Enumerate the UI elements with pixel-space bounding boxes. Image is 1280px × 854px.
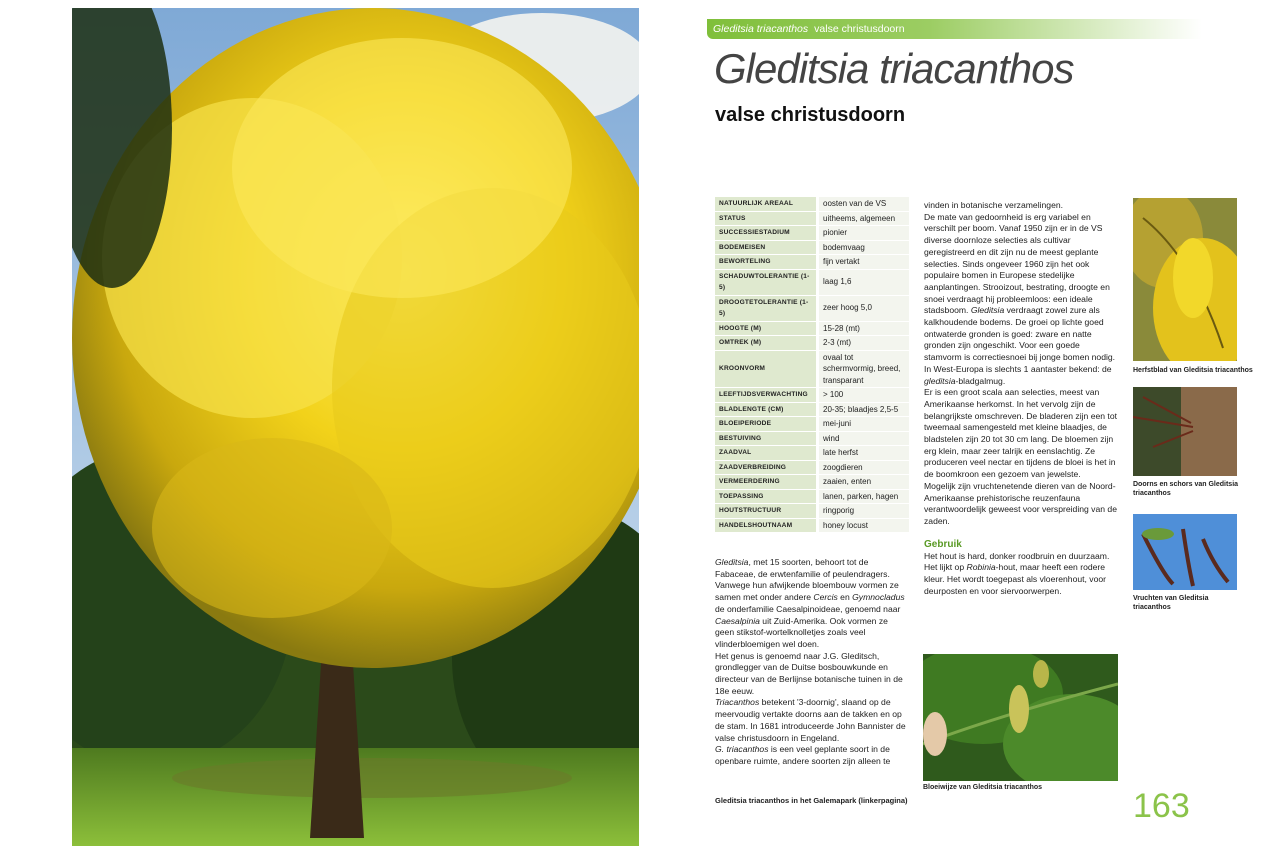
facts-key: STATUS xyxy=(715,212,819,227)
page-number: 163 xyxy=(1133,787,1190,825)
text: De mate van gedoornheid is erg variabel en verschilt per boom. Vanaf 1950 zijn er in de VS diverse doornloze selecties als cultivar geregistreerd en dit zijn nu de meest geplante selecties. Sinds ongeveer 1960 zijn het ook populaire bomen in Europese stedelijke aanplantingen. Strooizout, bestrating, droogte en snoei verdraagt hij probleemloos: een ideale stadsboom. xyxy=(924,211,1110,316)
facts-row xyxy=(715,490,909,505)
header-latin-name: Gleditsia triacanthos xyxy=(713,23,809,35)
flower-photo-caption: Bloeiwijze van Gleditsia triacanthos xyxy=(923,784,1043,791)
paragraph: vinden in botanische verzamelingen. xyxy=(924,200,1064,210)
facts-key: KROONVORM xyxy=(715,351,819,389)
facts-value: zeer hoog 5,0 xyxy=(819,296,909,322)
italic-term: G. triacanthos xyxy=(715,744,769,755)
facts-value: lanen, parken, hagen xyxy=(819,490,909,505)
text: Het hout is hard, donker roodbruin en duurzaam. Het lijkt op xyxy=(924,550,1110,573)
italic-term: Robinia xyxy=(966,562,996,573)
facts-key: BEWORTELING xyxy=(715,255,819,270)
header-common-name: valse christusdoorn xyxy=(814,23,905,35)
facts-value: zoogdieren xyxy=(819,461,909,476)
facts-value: late herfst xyxy=(819,446,909,461)
body-column-2 xyxy=(924,200,1119,598)
body-column-1 xyxy=(715,557,908,768)
facts-key: HOUTSTRUCTUUR xyxy=(715,504,819,519)
facts-row xyxy=(715,351,909,389)
facts-row xyxy=(715,403,909,418)
paragraph: Het genus is genoemd naar J.G. Gleditsch, grondlegger van de Duitse bosbouwkunde en directeur van de Berlijnse botanische tuinen in de 18e eeuw. xyxy=(715,650,903,696)
facts-value: mei-juni xyxy=(819,417,909,432)
facts-value: ringporig xyxy=(819,504,909,519)
facts-value: > 100 xyxy=(819,388,909,403)
facts-key: TOEPASSING xyxy=(715,490,819,505)
facts-value: ovaal tot schermvormig, breed, transparant xyxy=(819,351,909,389)
facts-row xyxy=(715,432,909,447)
facts-row xyxy=(715,241,909,256)
facts-row xyxy=(715,226,909,241)
facts-row xyxy=(715,388,909,403)
facts-key: HOOGTE (M) xyxy=(715,322,819,337)
italic-term: Caesalpinia xyxy=(715,615,760,626)
italic-term: Triacanthos xyxy=(715,697,760,708)
page-subtitle: valse christusdoorn xyxy=(715,104,906,126)
paragraph: Mogelijk zijn vruchtenetende dieren van de Noord-Amerikaanse prehistorische reuzenfauna verantwoordelijk geweest voor verspreiding van de zaden. xyxy=(924,480,1117,526)
facts-row xyxy=(715,255,909,270)
facts-row xyxy=(715,212,909,227)
facts-row xyxy=(715,461,909,476)
facts-row xyxy=(715,446,909,461)
facts-key: NATUURLIJK AREAAL xyxy=(715,197,819,212)
facts-row xyxy=(715,270,909,296)
facts-value: honey locust xyxy=(819,519,909,534)
facts-value: fijn vertakt xyxy=(819,255,909,270)
facts-row xyxy=(715,504,909,519)
facts-value: wind xyxy=(819,432,909,447)
facts-key: HANDELSHOUTNAAM xyxy=(715,519,819,534)
facts-key: BESTUIVING xyxy=(715,432,819,447)
facts-row xyxy=(715,519,909,534)
facts-key: OMTREK (M) xyxy=(715,336,819,351)
text: -bladgalmug. xyxy=(955,375,1006,386)
facts-row xyxy=(715,322,909,337)
fruit-caption: Vruchten van Gleditsia triacanthos xyxy=(1133,595,1209,611)
facts-key: DROOGTETOLERANTIE (1-5) xyxy=(715,296,819,322)
tree-photo xyxy=(72,8,639,846)
thorns-caption: Doorns en schors van Gleditsia triacanthos xyxy=(1133,481,1239,497)
facts-value: uitheems, algemeen xyxy=(819,212,909,227)
facts-value: 2-3 (mt) xyxy=(819,336,909,351)
facts-value: oosten van de VS xyxy=(819,197,909,212)
italic-term: gleditsia xyxy=(924,375,956,386)
fruit-photo xyxy=(1133,514,1237,590)
facts-row xyxy=(715,197,909,212)
running-header xyxy=(707,19,1202,39)
facts-value: 20-35; blaadjes 2,5-5 xyxy=(819,403,909,418)
left-photo-caption: Gleditsia triacanthos in het Galemapark (linkerpagina) xyxy=(715,796,908,805)
text: en xyxy=(837,592,853,603)
facts-value: pionier xyxy=(819,226,909,241)
italic-term: Gleditsia xyxy=(715,557,749,567)
thorns-photo xyxy=(1133,387,1237,476)
page-title: Gleditsia triacanthos xyxy=(714,45,1074,92)
text: uit Zuid-Amerika. Ook vormen ze geen stikstof-wortelknolletjes zoals veel vlinderbloemigen wel doen. xyxy=(715,615,888,649)
facts-key: BLOEIPERIODE xyxy=(715,417,819,432)
autumn-leaf-photo xyxy=(1133,198,1237,361)
facts-value: zaaien, enten xyxy=(819,475,909,490)
facts-value: bodemvaag xyxy=(819,241,909,256)
facts-key: VERMEERDERING xyxy=(715,475,819,490)
flower-photo xyxy=(923,654,1118,781)
paragraph xyxy=(924,551,1119,598)
facts-value: laag 1,6 xyxy=(819,270,909,296)
facts-key: SCHADUWTOLERANTIE (1-5) xyxy=(715,270,819,296)
text: , met 15 soorten, behoort tot de Fabaceae, de erwtenfamilie of peulendragers. Vanwege hun afwijkende bloembouw vormen ze samen met onder andere xyxy=(715,557,899,603)
facts-value: 15-28 (mt) xyxy=(819,322,909,337)
autumn-leaf-caption: Herfstblad van Gleditsia triacanthos xyxy=(1133,367,1253,374)
paragraph xyxy=(715,557,908,651)
tree-illustration xyxy=(72,8,639,846)
facts-key: BLADLENGTE (CM) xyxy=(715,403,819,418)
text: is een veel geplante soort in de openbare ruimte, andere soorten zijn alleen te xyxy=(715,744,891,766)
facts-key: ZAADVAL xyxy=(715,446,819,461)
facts-key: LEEFTIJDSVERWACHTING xyxy=(715,388,819,403)
facts-row xyxy=(715,475,909,490)
facts-key: ZAADVERBREIDING xyxy=(715,461,819,476)
text: de onderfamilie Caesalpinoideae, genoemd naar xyxy=(715,603,901,614)
text: -hout, maar heeft een rodere kleur. Het wordt toegepast als vloerenhout, voor deurposten en voor siervoorwerpen. xyxy=(924,562,1107,596)
paragraph xyxy=(924,364,1119,387)
facts-key: BODEMEISEN xyxy=(715,241,819,256)
facts-row xyxy=(715,336,909,351)
facts-row xyxy=(715,417,909,432)
paragraph xyxy=(715,744,908,767)
paragraph: Er is een groot scala aan selecties, meest van Amerikaanse herkomst. In het vervolg zijn de belangrijkste omschreven. De bladeren zijn een tot tweemaal samengesteld met kleine blaadjes, de bladstelen zijn 20 tot 30 cm lang. De bloemen zijn erg klein, maar zeer talrijk en eenslachtig. Ze produceren veel nectar en tijdens de bloei is het in de boomkroon een gezoem van jewelste. xyxy=(924,387,1117,480)
italic-term: Gymnocladus xyxy=(852,592,905,603)
facts-table xyxy=(715,197,909,533)
italic-term: Gleditsia xyxy=(970,305,1005,316)
text: verdraagt zowel zure als kalkhoudende bodems. De groei op lichte goed ontwaterde gronden is goed: zware en natte gronden zijn ongeschikt. Voor een goede stamvorm is correctiesnoei bij jonge bomen nodig. xyxy=(924,305,1116,363)
section-heading: Gebruik xyxy=(924,538,962,550)
italic-term: Cercis xyxy=(813,592,838,603)
facts-key: SUCCESSIESTADIUM xyxy=(715,226,819,241)
facts-row xyxy=(715,296,909,322)
paragraph xyxy=(715,697,908,744)
text: In West-Europa is slechts 1 aantaster bekend: de xyxy=(924,363,1112,374)
text: betekent '3-doornig', slaand op de meervoudig vertakte doorns aan de takken en op de stam. In 1681 introduceerde John Bannister de valse christusdoorn in Engeland. xyxy=(715,697,906,743)
paragraph xyxy=(924,212,1119,364)
